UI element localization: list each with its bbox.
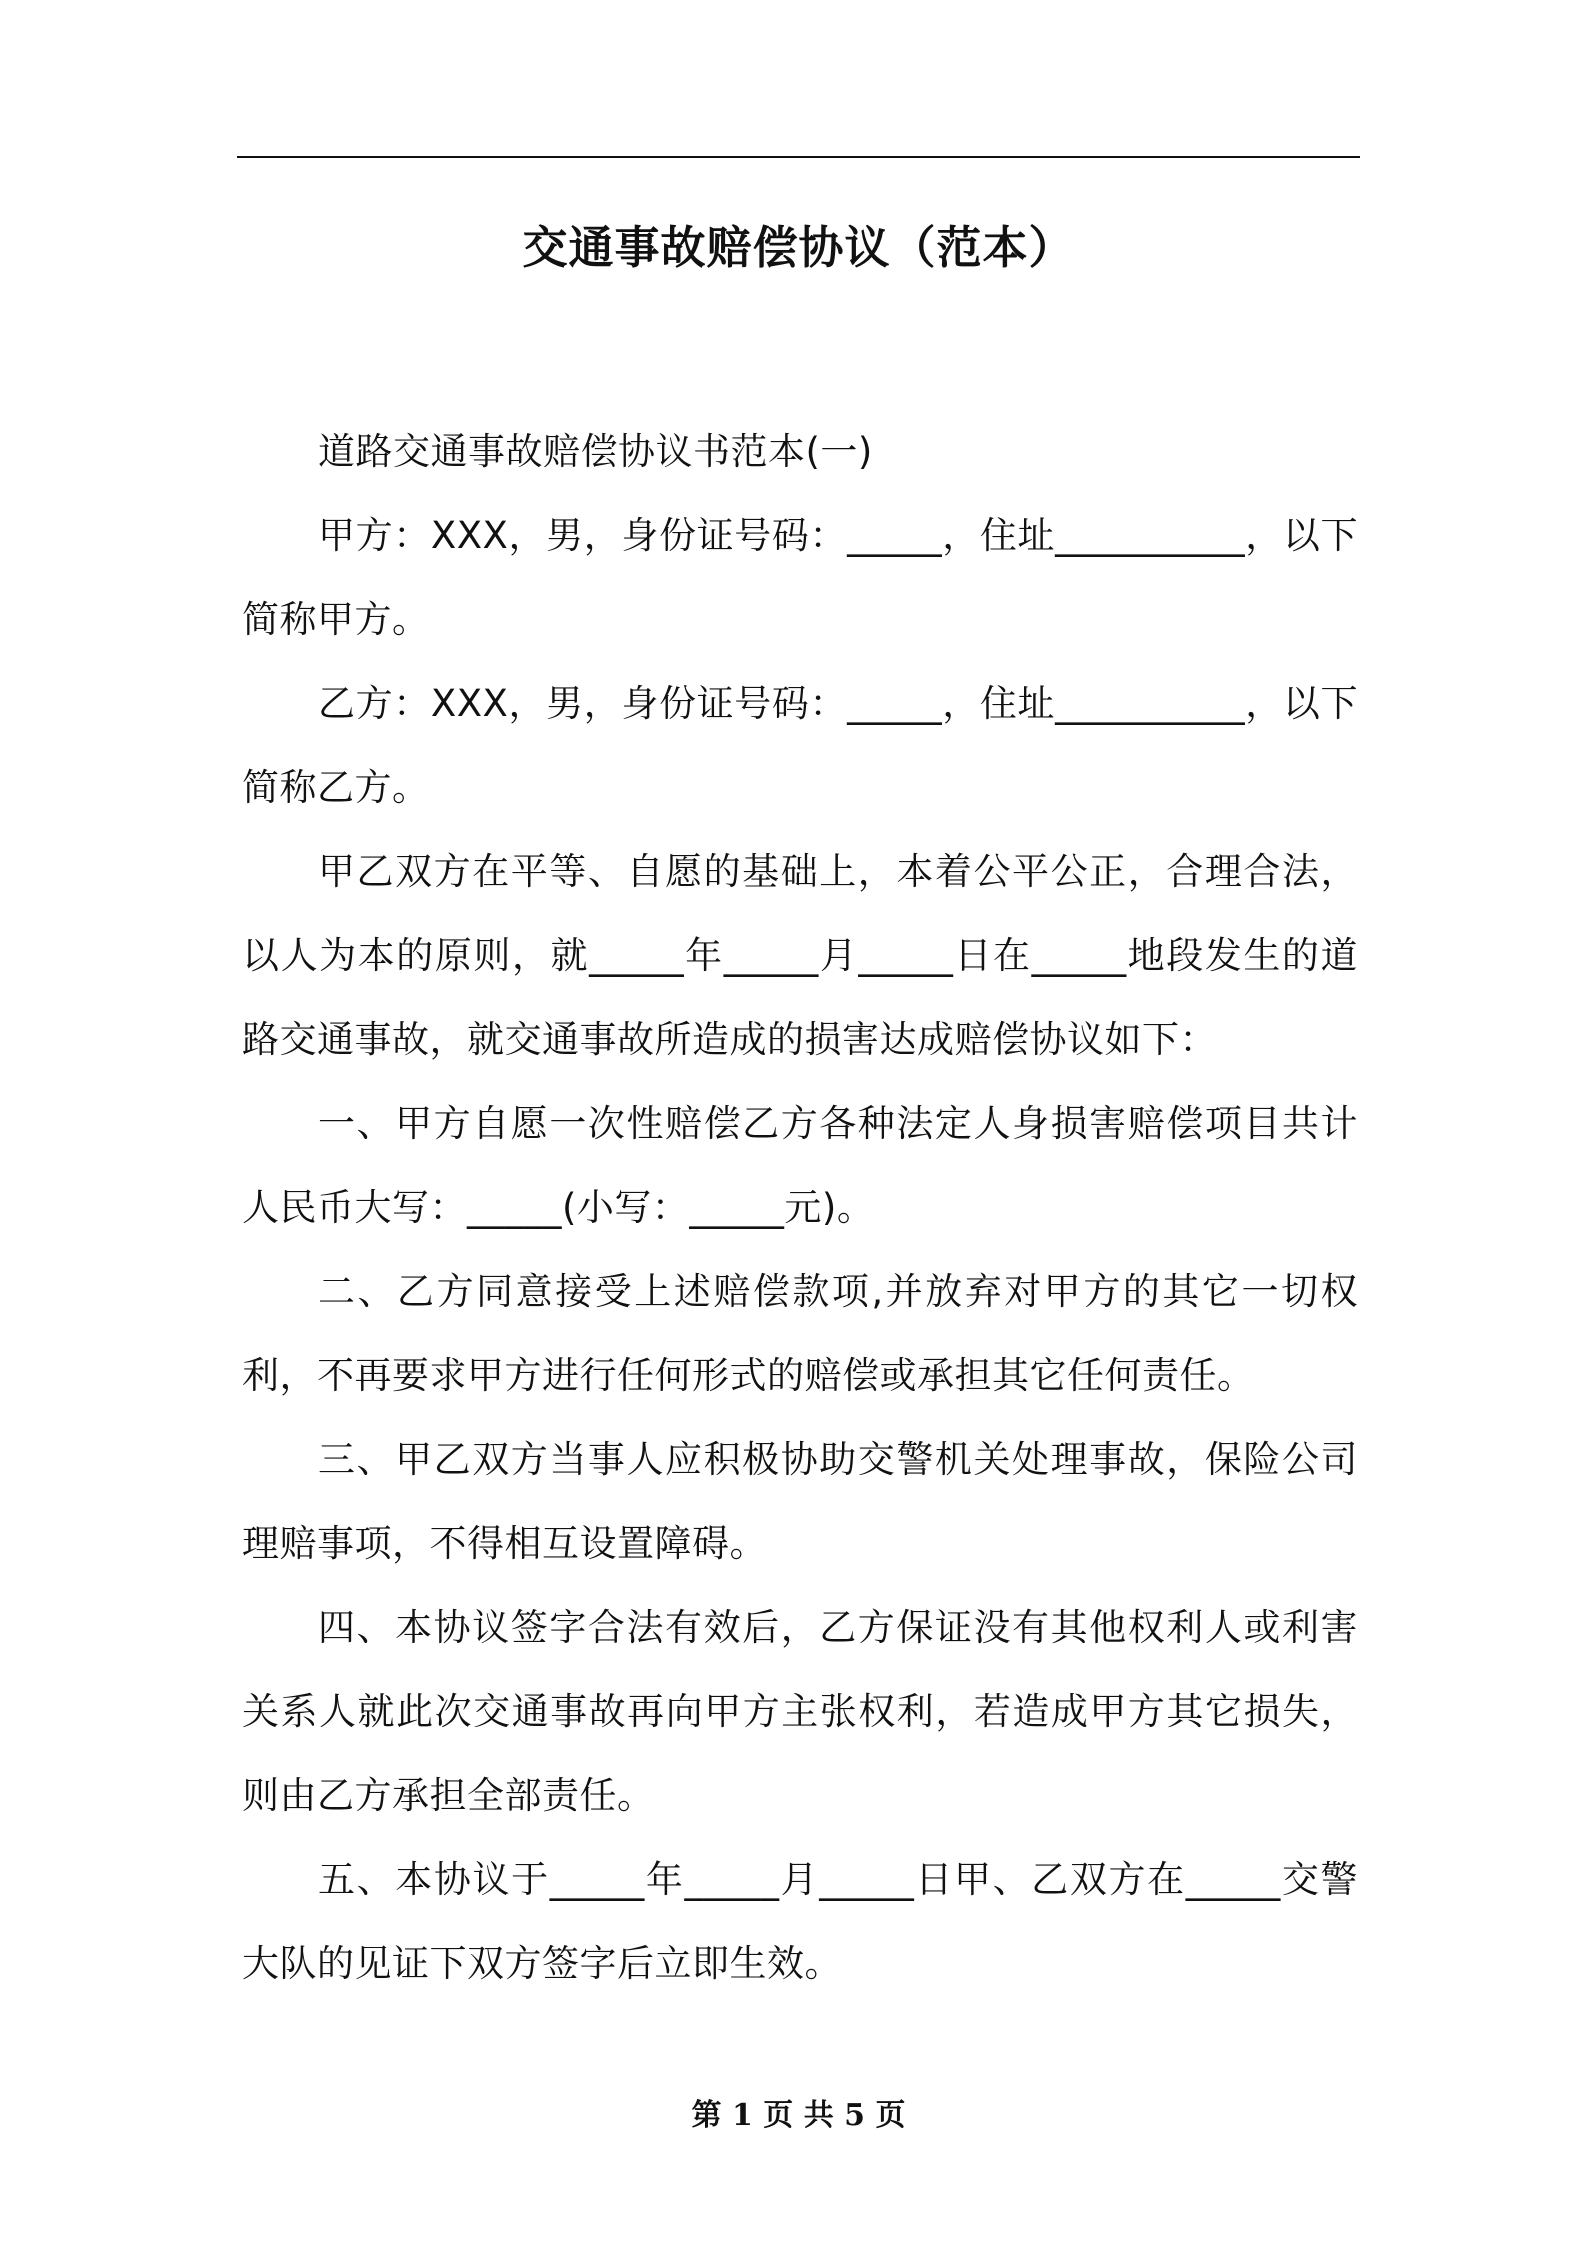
page-number-footer: 第 1 页 共 5 页 xyxy=(691,2098,906,2133)
paragraph-subtitle: 道路交通事故赔偿协议书范本(一) xyxy=(318,430,873,473)
paragraph-clause-2: 二、乙方同意接受上述赔偿款项,并放弃对甲方的其它一切权利，不再要求甲方进行任何形式的赔偿或承担其它任何责任。 xyxy=(242,1270,1358,1397)
paragraph-party-b: 乙方：XXX，男，身份证号码：_____，住址__________，以下简称乙方。 xyxy=(242,682,1358,809)
paragraph-clause-5: 五、本协议于_____年_____月_____日甲、乙双方在_____交警大队的见证下双方签字后立即生效。 xyxy=(242,1858,1358,1985)
document-title: 交通事故赔偿协议（范本） xyxy=(522,221,1075,274)
paragraph-preamble: 甲乙双方在平等、自愿的基础上，本着公平公正，合理合法，以人为本的原则，就_____年_____月_____日在_____地段发生的道路交通事故，就交通事故所造成的损害达成赔偿协议如下： xyxy=(242,850,1358,1061)
document-body xyxy=(242,410,1358,2006)
header-rule xyxy=(237,156,1360,158)
paragraph-party-a: 甲方：XXX，男，身份证号码：_____，住址__________，以下简称甲方。 xyxy=(242,514,1358,641)
paragraph-clause-4: 四、本协议签字合法有效后，乙方保证没有其他权利人或利害关系人就此次交通事故再向甲方主张权利，若造成甲方其它损失，则由乙方承担全部责任。 xyxy=(242,1606,1358,1817)
paragraph-clause-3: 三、甲乙双方当事人应积极协助交警机关处理事故，保险公司理赔事项，不得相互设置障碍。 xyxy=(242,1438,1358,1565)
paragraph-clause-1: 一、甲方自愿一次性赔偿乙方各种法定人身损害赔偿项目共计人民币大写：_____(小写：_____元)。 xyxy=(242,1102,1358,1229)
